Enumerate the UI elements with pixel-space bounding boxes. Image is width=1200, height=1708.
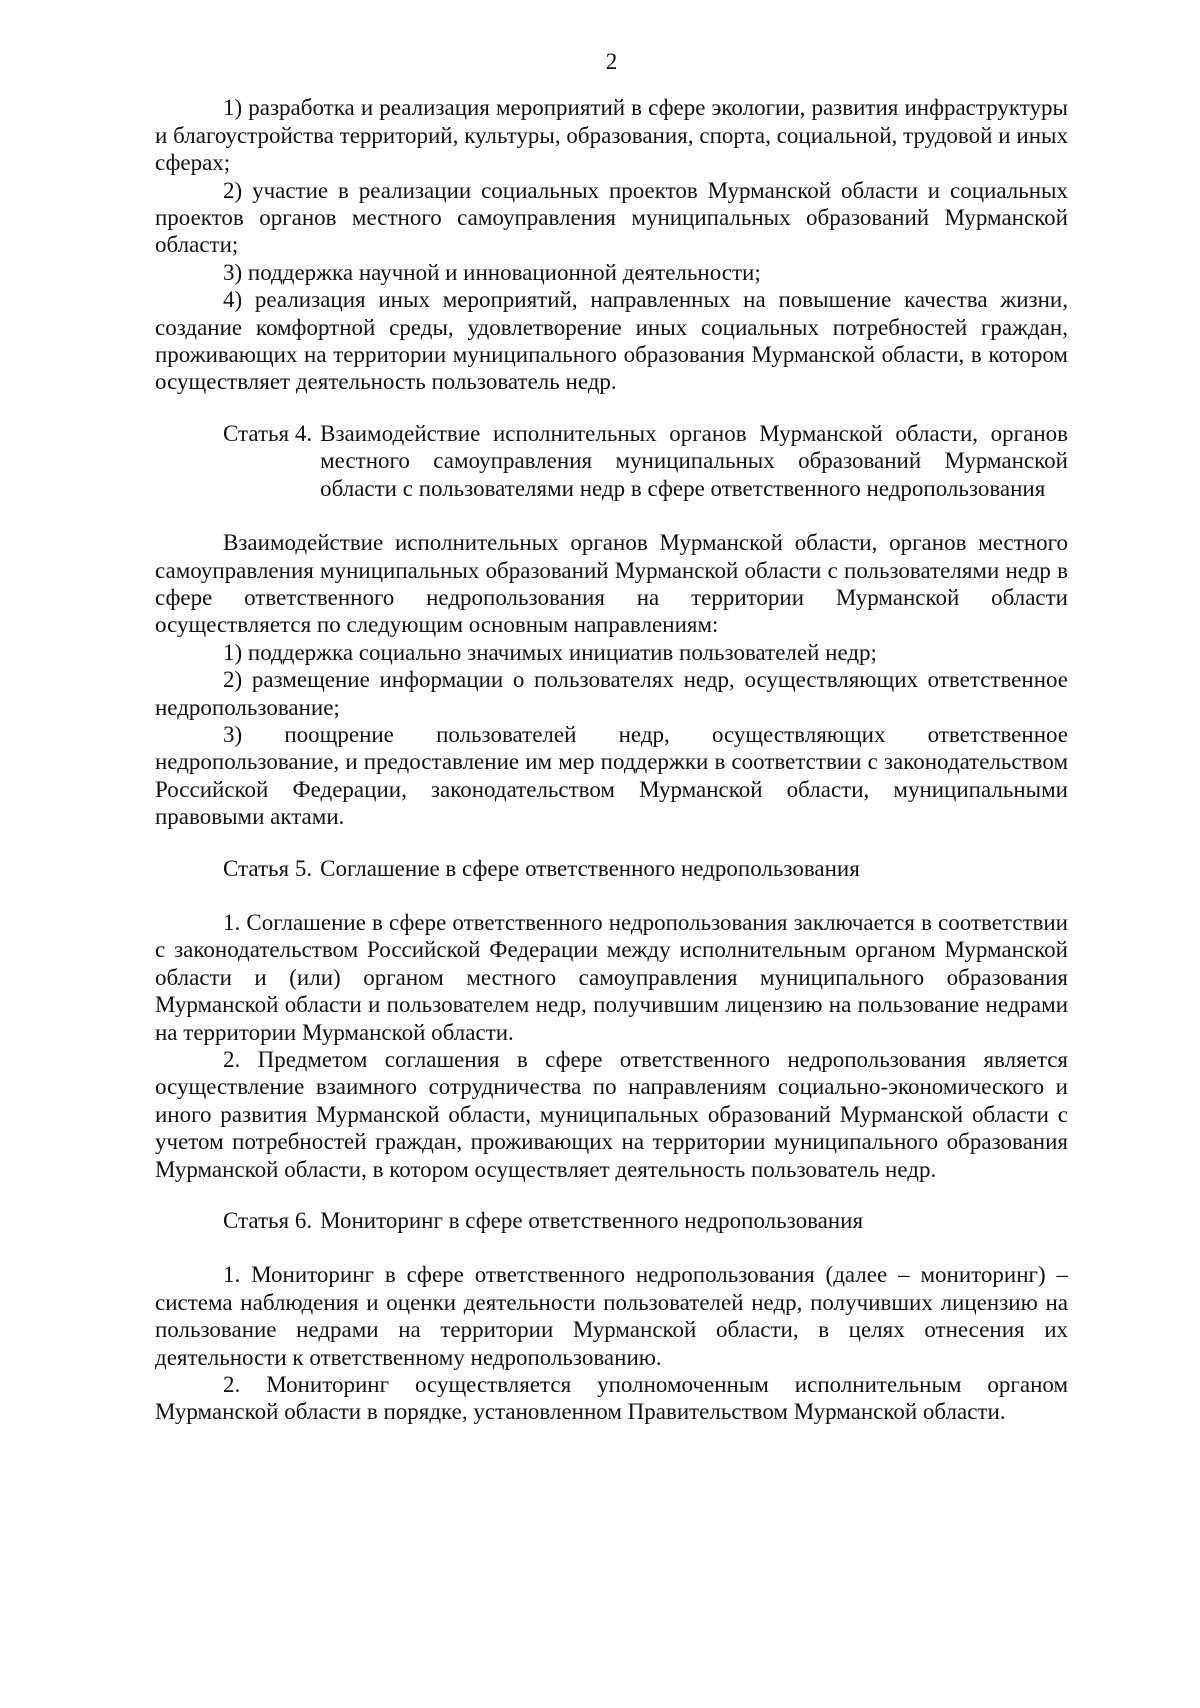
paragraph: 2. Мониторинг осуществляется уполномоченным исполнительным органом Мурманской области в порядке, установленном Правительством Мурманской области. bbox=[155, 1372, 1068, 1425]
article-title: Взаимодействие исполнительных органов Мурманской области, органов местного самоуправления муниципальных образований Мурманской области с пользователями недр в сфере ответственного недропользования bbox=[320, 420, 1068, 501]
article-label: Статья 5. bbox=[223, 855, 313, 881]
list-item: 3) поддержка научной и инновационной деятельности; bbox=[223, 259, 761, 285]
list-item: 1) разработка и реализация мероприятий в сфере экологии, развития инфраструктуры и благоустройства территорий, культуры, образования, спорта, социальной, трудовой и иных сферах; bbox=[155, 95, 1068, 176]
article-title: Соглашение в сфере ответственного недропользования bbox=[320, 855, 860, 881]
article-label: Статья 4. bbox=[223, 420, 313, 446]
article-6-heading bbox=[155, 1207, 1068, 1234]
paragraph: 2. Предметом соглашения в сфере ответственного недропользования является осуществление взаимного сотрудничества по направлениям социально-экономического и иного развития Мурманской области, муниципальных образований Мурманской области с учетом потребностей граждан, проживающих на территории муниципального образования Мурманской области, в котором осуществляет деятельность пользователь недр. bbox=[155, 1047, 1068, 1182]
page-number: 2 bbox=[605, 49, 618, 74]
paragraph: Взаимодействие исполнительных органов Мурманской области, органов местного самоуправления муниципальных образований Мурманской области с пользователями недр в сфере ответственного недропользования на территории Мурманской области осуществляется по следующим основным направлениям: bbox=[155, 530, 1068, 638]
article-title: Мониторинг в сфере ответственного недропользования bbox=[320, 1208, 864, 1234]
list-item: 3) поощрение пользователей недр, осуществляющих ответственное недропользование, и предоставление им мер поддержки в соответствии с законодательством Российской Федерации, законодательством Мурманской области, муниципальными правовыми актами. bbox=[155, 721, 1068, 830]
article-4-heading bbox=[155, 420, 1068, 502]
paragraph: 1. Соглашение в сфере ответственного недропользования заключается в соответствии с законодательством Российской Федерации между исполнительным органом Мурманской области и (или) органом местного самоуправления муниципального образования Мурманской области и пользователем недр, получившим лицензию на пользование недрами на территории Мурманской области. bbox=[155, 909, 1068, 1045]
paragraph: 1. Мониторинг в сфере ответственного недропользования (далее – мониторинг) – система наблюдения и оценки деятельности пользователей недр, получивших лицензию на пользование недрами на территории Мурманской области, в целях отнесения их деятельности к ответственному недропользованию. bbox=[155, 1262, 1068, 1370]
list-item: 4) реализация иных мероприятий, направленных на повышение качества жизни, создание комфортной среды, удовлетворение иных социальных потребностей граждан, проживающих на территории муниципального образования Мурманской области, в котором осуществляет деятельность пользователь недр. bbox=[155, 287, 1068, 395]
list-item: 2) участие в реализации социальных проектов Мурманской области и социальных проектов органов местного самоуправления муниципальных образований Мурманской области; bbox=[155, 177, 1068, 258]
document-page bbox=[155, 48, 1068, 1426]
article-5-heading bbox=[155, 855, 1068, 882]
article-label: Статья 6. bbox=[223, 1208, 313, 1234]
list-item: 2) размещение информации о пользователях недр, осуществляющих ответственное недропользование; bbox=[155, 667, 1068, 720]
list-item: 1) поддержка социально значимых инициатив пользователей недр; bbox=[223, 639, 877, 665]
